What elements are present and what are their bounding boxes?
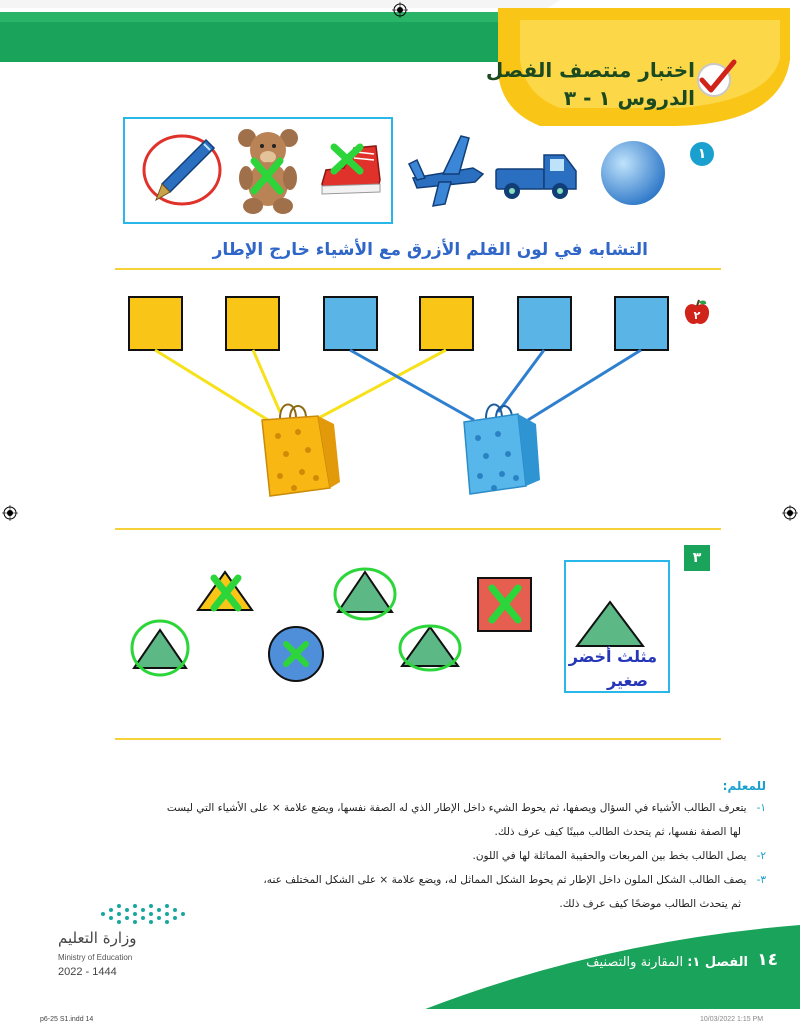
note-number: ١- xyxy=(756,802,766,814)
teacher-notes-title: للمعلم: xyxy=(722,779,766,793)
question-3-number: ٣ xyxy=(684,545,710,571)
ministry-name-english: Ministry of Education xyxy=(58,953,133,962)
print-slug-timestamp: 10/03/2022 1:15 PM xyxy=(700,1016,764,1023)
footer-chapter xyxy=(586,955,748,970)
print-slug-file: p6-25 S1.indd 14 xyxy=(40,1016,94,1023)
note-number: ٣- xyxy=(756,874,766,886)
divider-3 xyxy=(115,738,721,740)
note-text: لها الصفة نفسها، ثم يتحدث الطالب مبينًا كيف عرف ذلك. xyxy=(494,826,741,838)
note-text: ثم يتحدث الطالب موضحًا كيف عرف ذلك. xyxy=(559,898,741,910)
ministry-name-arabic: وزارة التعليم xyxy=(58,929,137,947)
teacher-note-1 xyxy=(76,796,766,844)
shape-label-line-1: مثلث أخضر xyxy=(568,647,657,666)
note-text: يصف الطالب الشكل الملون داخل الإطار ثم يحوط الشكل المماثل له، ويضع علامة × على الشكل المختلف عنه، xyxy=(263,874,747,886)
teacher-note-2 xyxy=(76,844,766,868)
footer-chapter-label: الفصل ١: xyxy=(687,955,748,970)
question-1-caption: التشابه في لون القلم الأزرق مع الأشياء خارج الإطار xyxy=(212,240,648,260)
question-1-number: ١ xyxy=(690,142,714,166)
ministry-year: 2022 - 1444 xyxy=(58,966,117,978)
lessons-subtitle: الدروس ١ - ٣ xyxy=(563,86,695,110)
footer-band xyxy=(0,921,800,1031)
page-number: ١٤ xyxy=(757,950,778,970)
footer-chapter-title: المقارنة والتصنيف xyxy=(586,955,684,970)
note-number: ٢- xyxy=(756,850,766,862)
note-text: يصل الطالب بخط بين المربعات والحقيبة المماثلة لها في اللون. xyxy=(472,850,747,862)
svg-text:٢: ٢ xyxy=(693,309,701,322)
shape-label-line-2: صغير xyxy=(607,671,648,690)
page-title: اختبار منتصف الفصل xyxy=(485,58,695,82)
note-text: يتعرف الطالب الأشياء في السؤال ويصفها، ثم يحوط الشيء داخل الإطار الذي له الصفة نفسها، ويضع علامة × على الأشياء التي ليست xyxy=(166,802,747,814)
